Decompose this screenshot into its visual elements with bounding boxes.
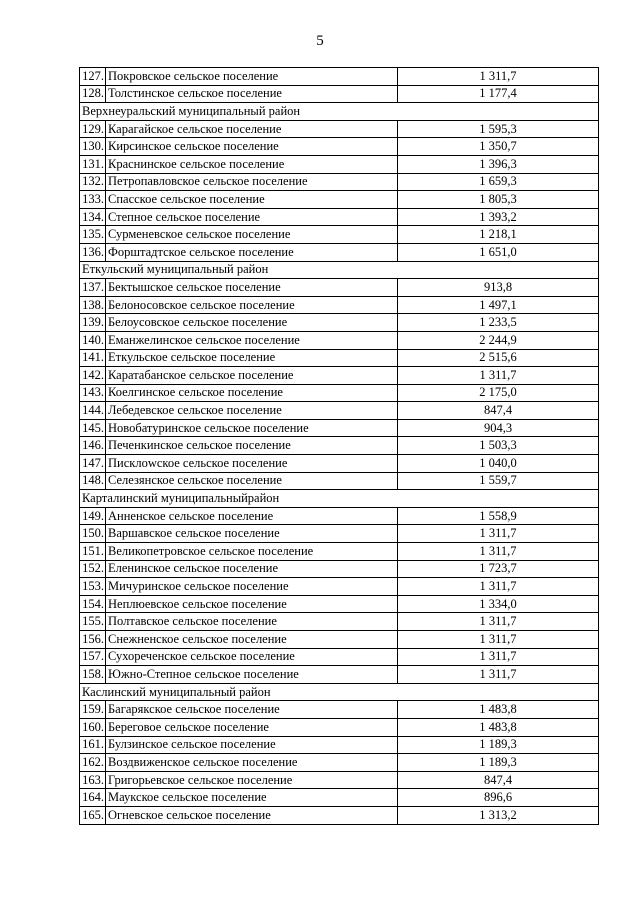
table-row <box>80 138 599 156</box>
table-row <box>80 384 599 402</box>
settlement-value: 1 177,4 <box>398 85 599 103</box>
row-number: 130. <box>80 138 106 156</box>
settlement-name: Лебедевское сельское поселение <box>106 402 398 420</box>
row-number: 148. <box>80 472 106 490</box>
settlement-value: 1 311,7 <box>398 578 599 596</box>
table-row <box>80 296 599 314</box>
table-row <box>80 226 599 244</box>
settlement-value: 1 311,7 <box>398 666 599 684</box>
table-row <box>80 736 599 754</box>
settlement-name: Григорьевское сельское поселение <box>106 771 398 789</box>
row-number: 156. <box>80 631 106 649</box>
row-number: 137. <box>80 279 106 297</box>
table-body <box>80 68 599 825</box>
settlement-value: 1 497,1 <box>398 296 599 314</box>
row-number: 142. <box>80 367 106 385</box>
table-row <box>80 402 599 420</box>
settlement-value: 1 311,7 <box>398 543 599 561</box>
settlement-name: Карагайское сельское поселение <box>106 120 398 138</box>
page-number: 5 <box>316 33 324 49</box>
settlement-name: Полтавское сельское поселение <box>106 613 398 631</box>
row-number: 152. <box>80 560 106 578</box>
table-row <box>80 648 599 666</box>
settlement-name: Великопетровское сельское поселение <box>106 543 398 561</box>
row-number: 136. <box>80 243 106 261</box>
settlement-name: Коелгинское сельское поселение <box>106 384 398 402</box>
row-number: 138. <box>80 296 106 314</box>
settlement-value: 1 334,0 <box>398 595 599 613</box>
row-number: 140. <box>80 331 106 349</box>
settlement-name: Варшавское сельское поселение <box>106 525 398 543</box>
row-number: 132. <box>80 173 106 191</box>
district-row <box>80 103 599 121</box>
row-number: 127. <box>80 68 106 86</box>
row-number: 143. <box>80 384 106 402</box>
settlement-value: 1 651,0 <box>398 243 599 261</box>
district-name: Еткульский муниципальный район <box>80 261 599 279</box>
table-row <box>80 191 599 209</box>
table-row <box>80 595 599 613</box>
table-row <box>80 314 599 332</box>
settlement-name: Сухореченское сельское поселение <box>106 648 398 666</box>
settlement-name: Каратабанское сельское поселение <box>106 367 398 385</box>
settlement-name: Мичуринское сельское поселение <box>106 578 398 596</box>
district-row <box>80 490 599 508</box>
settlement-value: 1 218,1 <box>398 226 599 244</box>
table-row <box>80 560 599 578</box>
settlement-value: 1 595,3 <box>398 120 599 138</box>
table-row <box>80 208 599 226</box>
row-number: 153. <box>80 578 106 596</box>
row-number: 131. <box>80 155 106 173</box>
settlement-name: Толстинское сельское поселение <box>106 85 398 103</box>
settlement-value: 1 189,3 <box>398 736 599 754</box>
row-number: 150. <box>80 525 106 543</box>
settlement-name: Сурменевское сельское поселение <box>106 226 398 244</box>
table-row <box>80 455 599 473</box>
settlement-value: 1 805,3 <box>398 191 599 209</box>
row-number: 159. <box>80 701 106 719</box>
table-row <box>80 666 599 684</box>
settlement-value: 1 393,2 <box>398 208 599 226</box>
table-row <box>80 437 599 455</box>
settlement-name: Селезянское сельское поселение <box>106 472 398 490</box>
settlement-name: Огневское сельское поселение <box>106 806 398 824</box>
district-name: Карталинский муниципальныйрайон <box>80 490 599 508</box>
table-row <box>80 279 599 297</box>
settlement-name: Снежненское сельское поселение <box>106 631 398 649</box>
table-row <box>80 543 599 561</box>
table-row <box>80 754 599 772</box>
settlement-name: Еленинское сельское поселение <box>106 560 398 578</box>
settlement-name: Петропавловское сельское поселение <box>106 173 398 191</box>
settlement-name: Степное сельское поселение <box>106 208 398 226</box>
row-number: 135. <box>80 226 106 244</box>
settlement-name: Еткульское сельское поселение <box>106 349 398 367</box>
settlement-name: Багарякское сельское поселение <box>106 701 398 719</box>
table-row <box>80 613 599 631</box>
settlement-name: Булзинское сельское поселение <box>106 736 398 754</box>
row-number: 141. <box>80 349 106 367</box>
settlement-value: 1 233,5 <box>398 314 599 332</box>
settlement-name: Спасское сельское поселение <box>106 191 398 209</box>
row-number: 129. <box>80 120 106 138</box>
table-row <box>80 525 599 543</box>
row-number: 163. <box>80 771 106 789</box>
settlement-name: Писклowское сельское поселение <box>106 455 398 473</box>
settlement-name: Покровское сельское поселение <box>106 68 398 86</box>
settlement-value: 904,3 <box>398 419 599 437</box>
settlement-value: 1 723,7 <box>398 560 599 578</box>
table-row <box>80 806 599 824</box>
settlement-name: Белоусовское сельское поселение <box>106 314 398 332</box>
settlement-name: Краснинское сельское поселение <box>106 155 398 173</box>
settlement-name: Кирсинское сельское поселение <box>106 138 398 156</box>
table-row <box>80 367 599 385</box>
row-number: 161. <box>80 736 106 754</box>
settlement-value: 1 350,7 <box>398 138 599 156</box>
settlement-value: 2 175,0 <box>398 384 599 402</box>
settlement-name: Южно-Степное сельское поселение <box>106 666 398 684</box>
settlement-value: 847,4 <box>398 771 599 789</box>
table-row <box>80 173 599 191</box>
settlement-name: Новобатуринское сельское поселение <box>106 419 398 437</box>
settlement-name: Бектышское сельское поселение <box>106 279 398 297</box>
settlement-name: Воздвиженское сельское поселение <box>106 754 398 772</box>
settlement-name: Печенкинское сельское поселение <box>106 437 398 455</box>
row-number: 133. <box>80 191 106 209</box>
row-number: 162. <box>80 754 106 772</box>
settlement-value: 2 515,6 <box>398 349 599 367</box>
settlement-value: 913,8 <box>398 279 599 297</box>
table-row <box>80 578 599 596</box>
settlement-value: 1 558,9 <box>398 507 599 525</box>
row-number: 157. <box>80 648 106 666</box>
table-row <box>80 701 599 719</box>
table-row <box>80 331 599 349</box>
table-row <box>80 631 599 649</box>
settlement-value: 896,6 <box>398 789 599 807</box>
settlement-value: 1 311,7 <box>398 613 599 631</box>
table-row <box>80 243 599 261</box>
settlement-value: 1 311,7 <box>398 525 599 543</box>
settlement-value: 2 244,9 <box>398 331 599 349</box>
row-number: 134. <box>80 208 106 226</box>
row-number: 155. <box>80 613 106 631</box>
settlement-value: 1 311,7 <box>398 68 599 86</box>
table-row <box>80 419 599 437</box>
settlement-value: 1 311,7 <box>398 631 599 649</box>
row-number: 165. <box>80 806 106 824</box>
settlement-name: Белоносовское сельское поселение <box>106 296 398 314</box>
settlement-value: 847,4 <box>398 402 599 420</box>
settlement-name: Береговое сельское поселение <box>106 718 398 736</box>
row-number: 139. <box>80 314 106 332</box>
row-number: 151. <box>80 543 106 561</box>
row-number: 149. <box>80 507 106 525</box>
settlement-value: 1 559,7 <box>398 472 599 490</box>
row-number: 144. <box>80 402 106 420</box>
row-number: 145. <box>80 419 106 437</box>
settlement-value: 1 040,0 <box>398 455 599 473</box>
table-row <box>80 85 599 103</box>
table-row <box>80 120 599 138</box>
table-row <box>80 789 599 807</box>
settlement-name: Еманжелинское сельское поселение <box>106 331 398 349</box>
settlement-name: Форштадтское сельское поселение <box>106 243 398 261</box>
settlement-name: Неплюевское сельское поселение <box>106 595 398 613</box>
row-number: 154. <box>80 595 106 613</box>
row-number: 146. <box>80 437 106 455</box>
settlement-value: 1 311,7 <box>398 367 599 385</box>
settlement-value: 1 503,3 <box>398 437 599 455</box>
table-row <box>80 507 599 525</box>
district-name: Каслинский муниципальный район <box>80 683 599 701</box>
table-row <box>80 155 599 173</box>
district-row <box>80 683 599 701</box>
row-number: 147. <box>80 455 106 473</box>
settlement-value: 1 483,8 <box>398 701 599 719</box>
settlement-value: 1 311,7 <box>398 648 599 666</box>
row-number: 158. <box>80 666 106 684</box>
settlement-value: 1 659,3 <box>398 173 599 191</box>
settlement-name: Анненское сельское поселение <box>106 507 398 525</box>
row-number: 160. <box>80 718 106 736</box>
settlement-name: Маукское сельское поселение <box>106 789 398 807</box>
district-name: Верхнеуральский муниципальный район <box>80 103 599 121</box>
settlement-value: 1 396,3 <box>398 155 599 173</box>
table-row <box>80 718 599 736</box>
settlement-value: 1 313,2 <box>398 806 599 824</box>
table-row <box>80 349 599 367</box>
settlements-table <box>79 67 599 825</box>
table-row <box>80 68 599 86</box>
settlement-value: 1 483,8 <box>398 718 599 736</box>
table-row <box>80 771 599 789</box>
settlement-value: 1 189,3 <box>398 754 599 772</box>
district-row <box>80 261 599 279</box>
row-number: 164. <box>80 789 106 807</box>
row-number: 128. <box>80 85 106 103</box>
table-row <box>80 472 599 490</box>
